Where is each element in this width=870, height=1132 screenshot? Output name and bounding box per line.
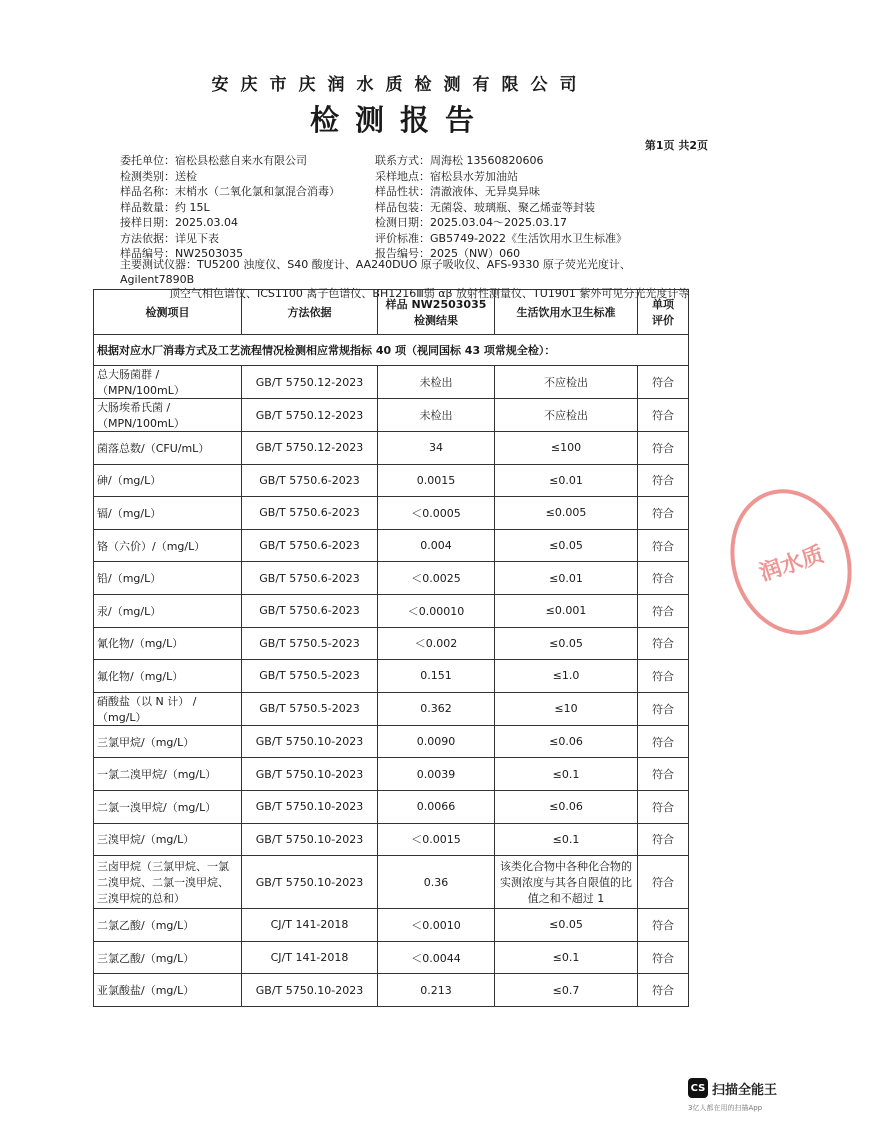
cell-result: 0.0066	[378, 790, 495, 823]
cell-method: GB/T 5750.5-2023	[242, 627, 378, 660]
cell-item: 总大肠菌群 /（MPN/100mL）	[94, 366, 242, 399]
table-row	[94, 627, 689, 660]
cell-result: 未检出	[378, 399, 495, 432]
cell-eval: 符合	[638, 399, 689, 432]
cell-method: GB/T 5750.5-2023	[242, 692, 378, 725]
instruments-line-2: 顶空气相色谱仪、ICS1100 离子色谱仪、BH1216Ⅲ弱 αβ 放射性测量仪、TU1901 紫外可见分光光度计等	[169, 287, 690, 300]
cell-standard: 该类化合物中各种化合物的实测浓度与其各自限值的比值之和不超过 1	[495, 856, 638, 909]
cell-method: GB/T 5750.6-2023	[242, 562, 378, 595]
table-row	[94, 399, 689, 432]
receive-date: 接样日期：2025.03.04	[120, 216, 238, 229]
cell-item: 二氯乙酸/（mg/L）	[94, 909, 242, 942]
table-row	[94, 366, 689, 399]
cell-method: GB/T 5750.12-2023	[242, 366, 378, 399]
cell-method: GB/T 5750.10-2023	[242, 790, 378, 823]
cell-result: 0.0090	[378, 725, 495, 758]
cell-eval: 符合	[638, 594, 689, 627]
cell-item: 三溴甲烷/（mg/L）	[94, 823, 242, 856]
cell-result: 0.151	[378, 660, 495, 693]
cell-item: 一氯二溴甲烷/（mg/L）	[94, 758, 242, 791]
cell-item: 铬（六价）/（mg/L）	[94, 529, 242, 562]
cell-item: 二氯一溴甲烷/（mg/L）	[94, 790, 242, 823]
cell-standard: ≤0.001	[495, 594, 638, 627]
cell-eval: 符合	[638, 725, 689, 758]
cell-eval: 符合	[638, 464, 689, 497]
cell-item: 三卤甲烷（三氯甲烷、一氯二溴甲烷、二氯一溴甲烷、三溴甲烷的总和）	[94, 856, 242, 909]
table-row	[94, 790, 689, 823]
cell-eval: 符合	[638, 790, 689, 823]
test-date: 检测日期：2025.03.04～2025.03.17	[375, 216, 567, 229]
report-title: 检测报告	[309, 103, 490, 137]
cell-method: GB/T 5750.6-2023	[242, 594, 378, 627]
cell-eval: 符合	[638, 627, 689, 660]
header-method: 方法依据	[242, 290, 378, 335]
cell-eval: 符合	[638, 562, 689, 595]
header-result-line2: 检测结果	[414, 314, 458, 327]
cell-standard: ≤0.05	[495, 627, 638, 660]
cell-eval: 符合	[638, 497, 689, 530]
sample-name: 样品名称：末梢水（二氧化氯和氯混合消毒）	[120, 185, 340, 198]
meta-right	[375, 153, 627, 262]
table-row	[94, 562, 689, 595]
table-row	[94, 758, 689, 791]
cs-logo-icon: CS	[688, 1078, 708, 1098]
cell-standard: ≤0.01	[495, 464, 638, 497]
cell-item: 亚氯酸盐/（mg/L）	[94, 974, 242, 1007]
header-eval-line1: 单项	[652, 298, 674, 311]
table-row	[94, 941, 689, 974]
cell-item: 汞/（mg/L）	[94, 594, 242, 627]
cell-eval: 符合	[638, 758, 689, 791]
cell-result: ＜0.0044	[378, 941, 495, 974]
cell-method: GB/T 5750.10-2023	[242, 974, 378, 1007]
cell-method: GB/T 5750.6-2023	[242, 497, 378, 530]
cell-item: 氰化物/（mg/L）	[94, 627, 242, 660]
sample-packaging: 样品包装：无菌袋、玻璃瓶、聚乙烯壶等封装	[375, 200, 595, 214]
test-category: 检测类别：送检	[120, 169, 197, 183]
section-row	[94, 335, 689, 366]
cell-standard: 不应检出	[495, 399, 638, 432]
cell-standard: 不应检出	[495, 366, 638, 399]
cell-result: 0.213	[378, 974, 495, 1007]
sample-quantity: 样品数量：约 15L	[120, 200, 210, 214]
cell-standard: ≤0.05	[495, 909, 638, 942]
cell-item: 铅/（mg/L）	[94, 562, 242, 595]
evaluation-standard: 评价标准：GB5749-2022《生活饮用水卫生标准》	[375, 231, 628, 245]
cell-eval: 符合	[638, 823, 689, 856]
cell-method: GB/T 5750.12-2023	[242, 399, 378, 432]
cell-standard: ≤0.7	[495, 974, 638, 1007]
cell-standard: ≤0.05	[495, 529, 638, 562]
cell-result: 0.362	[378, 692, 495, 725]
cell-standard: ≤0.1	[495, 941, 638, 974]
cell-eval: 符合	[638, 941, 689, 974]
cell-item: 砷/（mg/L）	[94, 464, 242, 497]
header-eval-line2: 评价	[652, 314, 674, 327]
section-text: 根据对应水厂消毒方式及工艺流程情况检测相应常规指标 40 项（视同国标 43 项常规全检）：	[94, 335, 689, 366]
table-row	[94, 856, 689, 909]
scanner-watermark	[688, 1078, 777, 1098]
cell-eval: 符合	[638, 909, 689, 942]
sample-character: 样品性状：清澈液体、无异臭异味	[375, 185, 540, 198]
table-row	[94, 692, 689, 725]
contact: 联系方式：周海松 13560820606	[375, 154, 544, 167]
client-unit: 委托单位：宿松县松慈自来水有限公司	[120, 154, 307, 167]
cell-eval: 符合	[638, 974, 689, 1007]
cell-result: ＜0.0015	[378, 823, 495, 856]
cell-eval: 符合	[638, 529, 689, 562]
cell-method: GB/T 5750.10-2023	[242, 758, 378, 791]
cell-method: CJ/T 141-2018	[242, 941, 378, 974]
header-result	[378, 290, 495, 335]
cell-method: CJ/T 141-2018	[242, 909, 378, 942]
header-result-line1: 样品 NW2503035	[385, 298, 487, 311]
cell-standard: ≤0.1	[495, 823, 638, 856]
app-tagline: 3亿人都在用的扫描App	[688, 1104, 763, 1112]
header-standard: 生活饮用水卫生标准	[495, 290, 638, 335]
cell-method: GB/T 5750.6-2023	[242, 529, 378, 562]
cell-result: 0.0039	[378, 758, 495, 791]
cell-standard: ≤0.01	[495, 562, 638, 595]
cell-eval: 符合	[638, 366, 689, 399]
cell-result: ＜0.0025	[378, 562, 495, 595]
cell-result: 34	[378, 432, 495, 465]
seal-text: 润水质	[756, 541, 827, 586]
sampling-location: 采样地点：宿松县水芳加油站	[375, 169, 518, 183]
cell-result: ＜0.0010	[378, 909, 495, 942]
table-row	[94, 594, 689, 627]
cell-item: 三氯甲烷/（mg/L）	[94, 725, 242, 758]
header-item: 检测项目	[94, 290, 242, 335]
cell-standard: ≤10	[495, 692, 638, 725]
cell-method: GB/T 5750.10-2023	[242, 823, 378, 856]
cell-eval: 符合	[638, 660, 689, 693]
cell-standard: ≤0.06	[495, 790, 638, 823]
cell-result: ＜0.00010	[378, 594, 495, 627]
instruments-line-1: 主要测试仪器：TU5200 浊度仪、S40 酸度计、AA240DUO 原子吸收仪、AFS-9330 原子荧光光度计、Agilent7890B	[120, 258, 631, 286]
table-row	[94, 974, 689, 1007]
cell-item: 菌落总数/（CFU/mL）	[94, 432, 242, 465]
cell-item: 大肠埃希氏菌 /（MPN/100mL）	[94, 399, 242, 432]
cell-item: 氟化物/（mg/L）	[94, 660, 242, 693]
cell-result: ＜0.002	[378, 627, 495, 660]
table-header-row	[94, 290, 689, 335]
cell-method: GB/T 5750.12-2023	[242, 432, 378, 465]
cell-result: 未检出	[378, 366, 495, 399]
cell-standard: ≤0.1	[495, 758, 638, 791]
table-row	[94, 464, 689, 497]
cell-method: GB/T 5750.6-2023	[242, 464, 378, 497]
cell-standard: ≤0.005	[495, 497, 638, 530]
cell-item: 镉/（mg/L）	[94, 497, 242, 530]
table-row	[94, 660, 689, 693]
cell-result: 0.004	[378, 529, 495, 562]
cell-standard: ≤1.0	[495, 660, 638, 693]
cell-result: ＜0.0005	[378, 497, 495, 530]
cell-method: GB/T 5750.10-2023	[242, 725, 378, 758]
cell-standard: ≤100	[495, 432, 638, 465]
table-row	[94, 909, 689, 942]
table-row	[94, 432, 689, 465]
report-number: 报告编号：2025（NW）060	[375, 247, 521, 260]
app-name: 扫描全能王	[712, 1082, 778, 1098]
cell-result: 0.0015	[378, 464, 495, 497]
table-row	[94, 725, 689, 758]
cell-method: GB/T 5750.10-2023	[242, 856, 378, 909]
company-name: 安庆市庆润水质检测有限公司	[211, 75, 589, 95]
table-row	[94, 497, 689, 530]
cell-result: 0.36	[378, 856, 495, 909]
cell-eval: 符合	[638, 856, 689, 909]
header-eval	[638, 290, 689, 335]
cell-method: GB/T 5750.5-2023	[242, 660, 378, 693]
cell-item: 硝酸盐（以 N 计） /（mg/L）	[94, 692, 242, 725]
company-seal	[712, 473, 870, 650]
table-row	[94, 529, 689, 562]
table-row	[94, 823, 689, 856]
method-basis: 方法依据：详见下表	[120, 231, 219, 245]
results-table	[93, 289, 689, 1007]
cell-eval: 符合	[638, 432, 689, 465]
sample-id: 样品编号：NW2503035	[120, 247, 244, 260]
meta-left	[120, 153, 340, 262]
cell-standard: ≤0.06	[495, 725, 638, 758]
cell-item: 三氯乙酸/（mg/L）	[94, 941, 242, 974]
cell-eval: 符合	[638, 692, 689, 725]
page-info: 第1页 共2页	[644, 139, 708, 152]
